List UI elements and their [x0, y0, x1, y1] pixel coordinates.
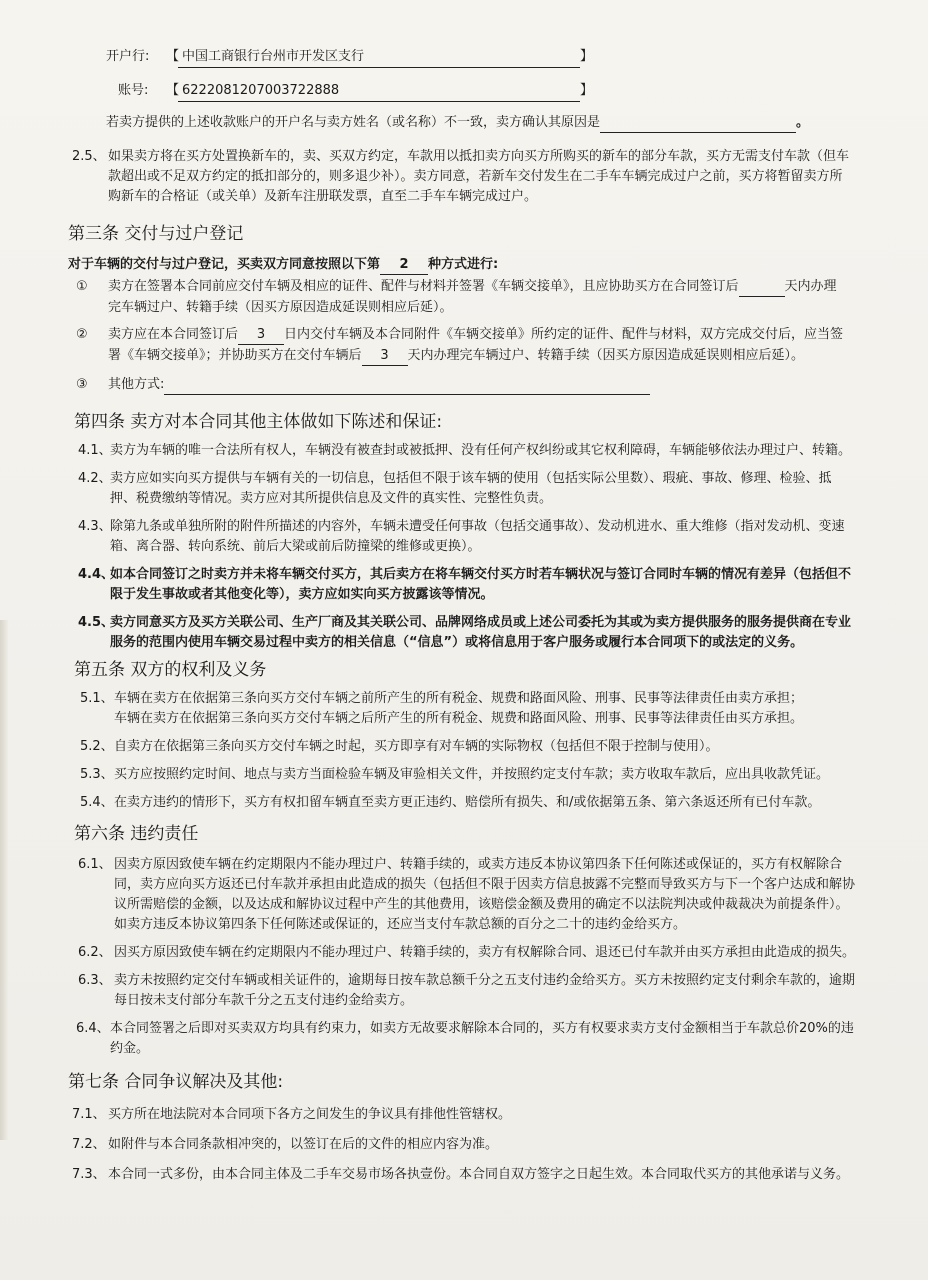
clause-6-1-num: 6.1、 — [78, 857, 112, 872]
clause-4-2-line-2: 押、税费缴纳等情况。卖方应对其所提供信息及文件的真实性、完整性负责。 — [110, 491, 553, 506]
bank-account-bracket-left: 【 — [166, 83, 180, 98]
article-7-title: 第七条 合同争议解决及其他: — [68, 1072, 284, 1092]
clause-2-5-num: 2.5、 — [72, 149, 106, 164]
option-2-delivery-days-field: 3 — [238, 326, 284, 345]
clause-5-3-num: 5.3、 — [80, 767, 114, 782]
option-2-text-a: 卖方应在本合同签订后 — [108, 327, 239, 342]
article-3-method-field: 2 — [380, 256, 428, 275]
clause-6-2-line-1: 因买方原因致使车辆在约定期限内不能办理过户、转籍手续的，卖方有权解除合同、退还已付车款并由买方承担由此造成的损失。 — [114, 945, 856, 960]
option-1-text-b: 天内办理 — [784, 279, 837, 294]
clause-4-2-line-1: 卖方应如实向买方提供与车辆有关的一切信息，包括但不限于该车辆的使用（包括实际公里数）、瑕疵、事故、修理、检验、抵 — [110, 471, 832, 486]
scan-edge — [0, 620, 8, 1140]
bank-open-label: 开户行: — [106, 49, 150, 64]
bank-open-bracket-right: 】 — [580, 49, 594, 64]
clause-4-4-line-2: 限于发生事故或者其他变化等），卖方应如实向买方披露该等情况。 — [110, 587, 494, 602]
clause-7-1-num: 7.1、 — [72, 1107, 106, 1122]
article-4-title: 第四条 卖方对本合同其他主体做如下陈述和保证: — [74, 412, 443, 432]
option-1-text-a: 卖方在签署本合同前应交付车辆及相应的证件、配件与材料并签署《车辆交接单》，且应协助买方在合同签订后 — [108, 279, 739, 294]
clause-6-4-line-2: 约金。 — [110, 1041, 150, 1056]
option-2-line-2 — [108, 345, 804, 366]
clause-4-3-num: 4.3、 — [78, 519, 112, 534]
clause-6-4-num: 6.4、 — [76, 1021, 110, 1036]
clause-7-2-num: 7.2、 — [72, 1137, 106, 1152]
article-6-title: 第六条 违约责任 — [74, 824, 199, 844]
article-3-intro — [68, 254, 498, 275]
article-3-title: 第三条 交付与过户登记 — [68, 224, 244, 244]
clause-4-5-line-1: 卖方同意买方及买方关联公司、生产厂商及其关联公司、品牌网络成员或上述公司委托为其或为卖方提供服务的服务提供商在专业 — [110, 615, 852, 630]
article-5-title: 第五条 双方的权利及义务 — [74, 660, 267, 680]
option-3-label: 其他方式: — [108, 377, 165, 392]
clause-4-2-num: 4.2、 — [78, 471, 112, 486]
option-3-num: ③ — [76, 377, 88, 392]
option-2-text-b: 日内交付车辆及本合同附件《车辆交接单》所约定的证件、配件与材料，双方完成交付后，应当签 — [284, 327, 844, 342]
bank-open-row — [106, 46, 149, 68]
clause-5-2-num: 5.2、 — [80, 739, 114, 754]
clause-6-3-num: 6.3、 — [78, 973, 112, 988]
clause-7-3-line-1: 本合同一式多份，由本合同主体及二手车交易市场各执壹份。本合同自双方签字之日起生效。本合同取代买方的其他承诺与义务。 — [108, 1167, 850, 1182]
clause-7-2-line-1: 如附件与本合同条款相冲突的，以签订在后的文件的相应内容为准。 — [108, 1137, 499, 1152]
bank-open-value: 中国工商银行台州市开发区支行 — [182, 49, 365, 64]
clause-4-5-line-2: 服务的范围内使用车辆交易过程中卖方的相关信息（“信息”）或将信息用于客户服务或履行本合同项下的或法定的义务。 — [110, 635, 804, 650]
clause-5-4-num: 5.4、 — [80, 795, 114, 810]
clause-5-2-line-1: 自卖方在依据第三条向买方交付车辆之时起，买方即享有对车辆的实际物权（包括但不限于控制与使用）。 — [114, 739, 719, 754]
clause-2-5-line-3: 购新车的合格证（或关单）及新车注册联发票，直至二手车车辆完成过户。 — [108, 189, 538, 204]
bank-open-bracket-left: 【 — [166, 49, 180, 64]
clause-4-3-line-2: 箱、离合器、转向系统、前后大梁或前后防撞梁的维修或更换）。 — [110, 539, 481, 554]
option-2-transfer-days-field: 3 — [362, 347, 408, 366]
mismatch-field — [600, 114, 796, 133]
mismatch-text: 若卖方提供的上述收款账户的开户名与卖方姓名（或名称）不一致，卖方确认其原因是 — [106, 115, 601, 130]
option-1-num: ① — [76, 279, 88, 294]
clause-6-2-num: 6.2、 — [78, 945, 112, 960]
clause-4-1-line-1: 卖方为车辆的唯一合法所有权人，车辆没有被查封或被抵押、没有任何产权纠纷或其它权利障碍，车辆能够依法办理过户、转籍。 — [110, 443, 852, 458]
clause-5-1-num: 5.1、 — [80, 691, 114, 706]
bank-account-value: 6222081207003722888 — [182, 83, 340, 98]
clause-6-1-line-2: 同，卖方应向买方返还已付车款并承担由此造成的损失（包括但不限于因卖方信息披露不完整而导致买方与下一个客户达成和解协 — [114, 877, 856, 892]
article-3-intro-b: 种方式进行: — [428, 257, 499, 272]
option-1-days-field — [739, 278, 785, 297]
option-2-num: ② — [76, 327, 88, 342]
clause-5-4-line-1: 在卖方违约的情形下，买方有权扣留车辆直至卖方更正违约、赔偿所有损失、和/或依据第五条、第六条返还所有已付车款。 — [114, 795, 821, 810]
bank-account-bracket-right: 】 — [580, 83, 594, 98]
clause-6-3-line-1: 卖方未按照约定交付车辆或相关证件的，逾期每日按车款总额千分之五支付违约金给买方。买方未按照约定支付剩余车款的，逾期 — [114, 973, 856, 988]
clause-4-1-num: 4.1、 — [78, 443, 112, 458]
bank-account-label: 账号: — [118, 83, 149, 98]
option-1-line-2: 完车辆过户、转籍手续（因买方原因造成延误则相应后延）。 — [108, 300, 453, 315]
clause-6-3-line-2: 每日按未支付部分车款千分之五支付违约金给卖方。 — [114, 993, 414, 1008]
article-3-intro-a: 对于车辆的交付与过户登记，买卖双方同意按照以下第 — [68, 257, 381, 272]
clause-4-4-num: 4.4、 — [78, 567, 115, 582]
clause-5-1-line-1: 车辆在卖方在依据第三条向买方交付车辆之前所产生的所有税金、规费和路面风险、刑事、民事等法律责任由卖方承担； — [114, 691, 804, 706]
clause-6-4-line-1: 本合同签署之后即对买卖双方均具有约束力，如卖方无故要求解除本合同的，买方有权要求卖方支付金额相当于车款总价20%的违 — [110, 1021, 854, 1036]
option-3-line — [108, 374, 650, 395]
clause-5-3-line-1: 买方应按照约定时间、地点与卖方当面检验车辆及审验相关文件，并按照约定支付车款；卖方收取车款后，应出具收款凭证。 — [114, 767, 830, 782]
clause-6-1-line-3: 议所需赔偿的金额，以及达成和解协议过程中产生的其他费用，该赔偿金额及费用的确定不以法院判决或仲裁裁决为前提条件）。 — [114, 897, 849, 912]
clause-2-5-line-2: 款超出或不足双方约定的抵扣部分的，则多退少补）。卖方同意，若新车交付发生在二手车车辆完成过户之前，买方将暂留卖方所 — [108, 169, 843, 184]
mismatch-period: 。 — [796, 115, 810, 130]
option-1-line-1 — [108, 276, 837, 297]
clause-4-4-line-1: 如本合同签订之时卖方并未将车辆交付买方，其后卖方在将车辆交付买方时若车辆状况与签订合同时车辆的情况有差异（包括但不 — [110, 567, 852, 582]
clause-5-1-line-2: 车辆在卖方在依据第三条向买方交付车辆之后所产生的所有税金、规费和路面风险、刑事、民事等法律责任由买方承担。 — [114, 711, 804, 726]
option-2-text-d: 天内办理完车辆过户、转籍手续（因买方原因造成延误则相应后延）。 — [407, 348, 805, 363]
clause-7-1-line-1: 买方所在地法院对本合同项下各方之间发生的争议具有排他性管辖权。 — [108, 1107, 512, 1122]
clause-6-1-line-4: 如卖方违反本协议第四条下任何陈述或保证的，还应当支付车款总额的百分之二十的违约金给买方。 — [114, 917, 687, 932]
option-2-text-c: 署《车辆交接单》；并协助买方在交付车辆后 — [108, 348, 362, 363]
clause-6-1-line-1: 因卖方原因致使车辆在约定期限内不能办理过户、转籍手续的，或卖方违反本协议第四条下任何陈述或保证的，买方有权解除合 — [114, 857, 843, 872]
clause-7-3-num: 7.3、 — [72, 1167, 106, 1182]
option-3-field — [164, 376, 650, 395]
clause-4-5-num: 4.5、 — [78, 615, 115, 630]
clause-4-3-line-1: 除第九条或单独所附的附件所描述的内容外，车辆未遭受任何事故（包括交通事故）、发动机进水、重大维修（指对发动机、变速 — [110, 519, 845, 534]
option-2-line-1 — [108, 324, 843, 345]
clause-2-5-line-1: 如果卖方将在买方处置换新车的，卖、买双方约定，车款用以抵扣卖方向买方所购买的新车的部分车款，买方无需支付车款（但车 — [108, 149, 850, 164]
mismatch-line — [106, 112, 809, 133]
